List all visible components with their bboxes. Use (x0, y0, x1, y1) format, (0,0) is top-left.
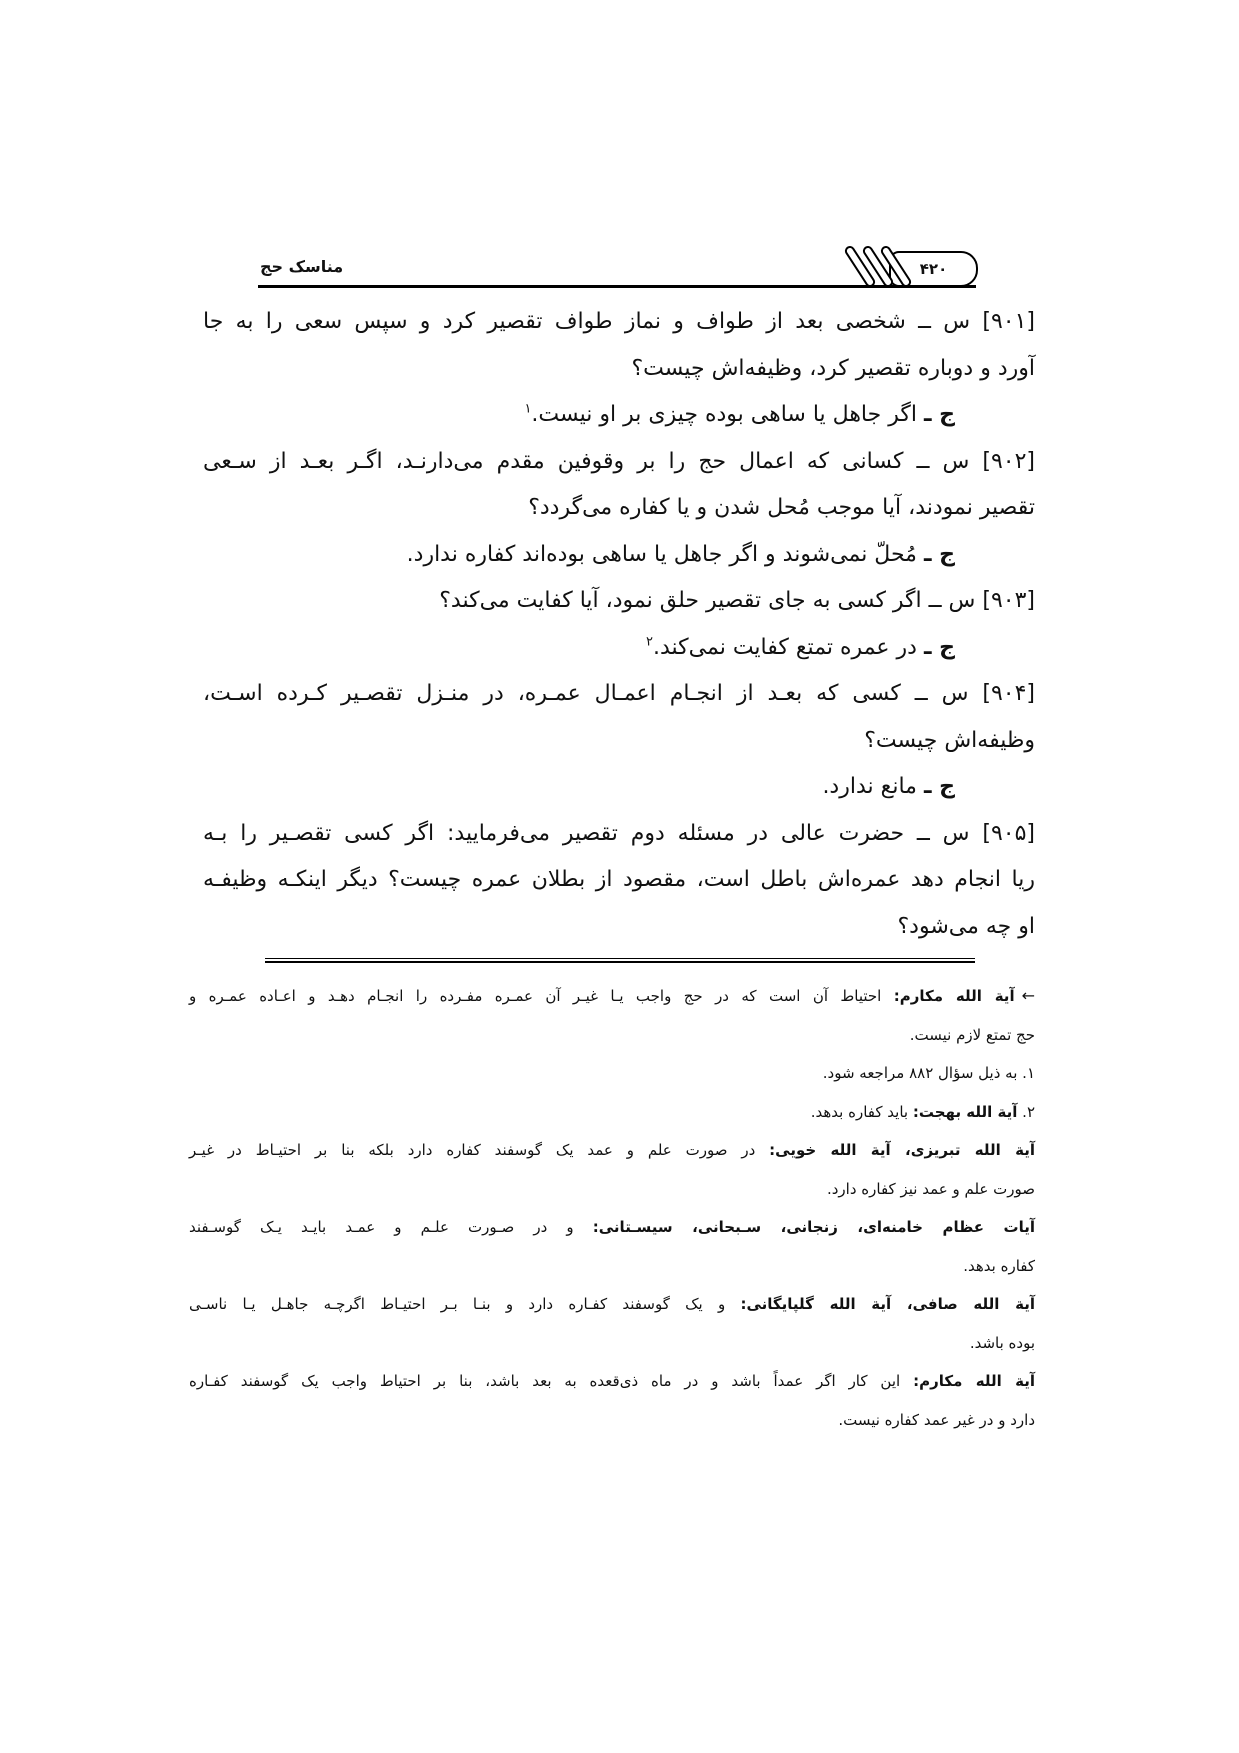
footnote-line: ←آیة الله مکارم: احتیاط آن است که در حج واجب یـا غیـر آن عمـره مفـرده را انجـام دهـد و اعـاده عمـره و (189, 986, 1035, 1005)
answer-line: ج ـ مُحلّ نمی‌شوند و اگر جاهل یا ساهی بوده‌اند کفاره ندارد. (406, 541, 955, 567)
answer-line: ج ـ در عمره تمتع کفایت نمی‌کند.$^۲$ (646, 634, 955, 660)
answer-line: ج ـ اگر جاهل یا ساهی بوده چیزی بر او نیست.$^۱$ (524, 401, 955, 427)
footnote-ref: ۲ (646, 634, 653, 650)
footnote-line: دارد و در غیر عمد کفاره نیست. (838, 1410, 1035, 1429)
continuation-arrow-icon: ← (1021, 986, 1035, 1005)
footnote-separator (265, 958, 975, 963)
footnote-line: آیات عظام خامنه‌ای، زنجانی، سـبحانی، سیسـتانی: و در صـورت علـم و عمـد بایـد یـک گوسـفند (189, 1218, 1036, 1236)
main-text (203, 299, 1035, 950)
question-line: [۹۰۴] س ــ کسی که بعـد از انجـام اعمـال عمـره، در منـزل تقصـیر کـرده اسـت، (203, 681, 1035, 706)
answer-line: ج ـ مانع ندارد. (822, 774, 955, 799)
question-line: [۹۰۱] س ــ شخصی بعد از طواف و نماز طواف تقصیر کرد و سپس سعی را به جا (203, 309, 1035, 334)
question-line: او چه می‌شود؟ (897, 913, 1035, 939)
footnotes (189, 977, 1035, 1439)
question-line: آورد و دوباره تقصیر کرد، وظیفه‌اش چیست؟ (631, 355, 1035, 381)
question-line: [۹۰۵] س ــ حضرت عالی در مسئله دوم تقصیر می‌فرمایید: اگر کسی تقصـیر را بـه (203, 820, 1035, 846)
footnote-line: بوده باشد. (969, 1333, 1035, 1352)
footnote-line: حج تمتع لازم نیست. (909, 1025, 1035, 1044)
question-line: وظیفه‌اش چیست؟ (864, 727, 1035, 753)
footnote-ref: ۱ (524, 401, 532, 417)
page-number: ۴۲۰ (919, 260, 948, 278)
footnote-line: کفاره بدهد. (963, 1256, 1035, 1275)
footnote-line: آیة الله مکارم: این کار اگر عمداً باشد و در ماه ذی‌قعده به بعد باشد، بنا بر احتیاط واجب یک گوسفند کفـاره (189, 1372, 1035, 1390)
question-line: تقصیر نمودند، آیا موجب مُحل شدن و یا کفاره می‌گردد؟ (528, 495, 1035, 520)
footnote-line: آیة الله صافی، آیة الله گلپایگانی: و یک گوسفند کفـاره دارد و بنـا بـر احتیـاط اگرچـه جاهـل یـا ناسـی (189, 1295, 1036, 1313)
question-line: [۹۰۳] س ــ اگر کسی به جای تقصیر حلق نمود، آیا کفایت می‌کند؟ (439, 588, 1035, 613)
footnote-line: صورت علم و عمد نیز کفاره دارد. (826, 1179, 1035, 1198)
footnote-line: ۲. آیة الله بهجت: باید کفاره بدهد. (810, 1102, 1035, 1121)
question-line: [۹۰۲] س ــ کسانی که اعمال حج را بر وقوفین مقدم می‌دارنـد، اگـر بعـد از سـعی (203, 448, 1035, 474)
footnote-line: آیة الله تبریزی، آیة الله خویی: در صورت علم و عمد یک گوسفند کفاره دارد بلکه بنا بر احتیـاط در غیـر (189, 1141, 1035, 1159)
question-line: ریا انجام دهد عمره‌اش باطل است، مقصود از بطلان عمره چیست؟ دیگر اینکـه وظیفـه (203, 867, 1035, 892)
book-title: مناسک حج (260, 257, 344, 276)
footnote-line: ۱. به ذیل سؤال ۸۸۲ مراجعه شود. (822, 1064, 1035, 1082)
